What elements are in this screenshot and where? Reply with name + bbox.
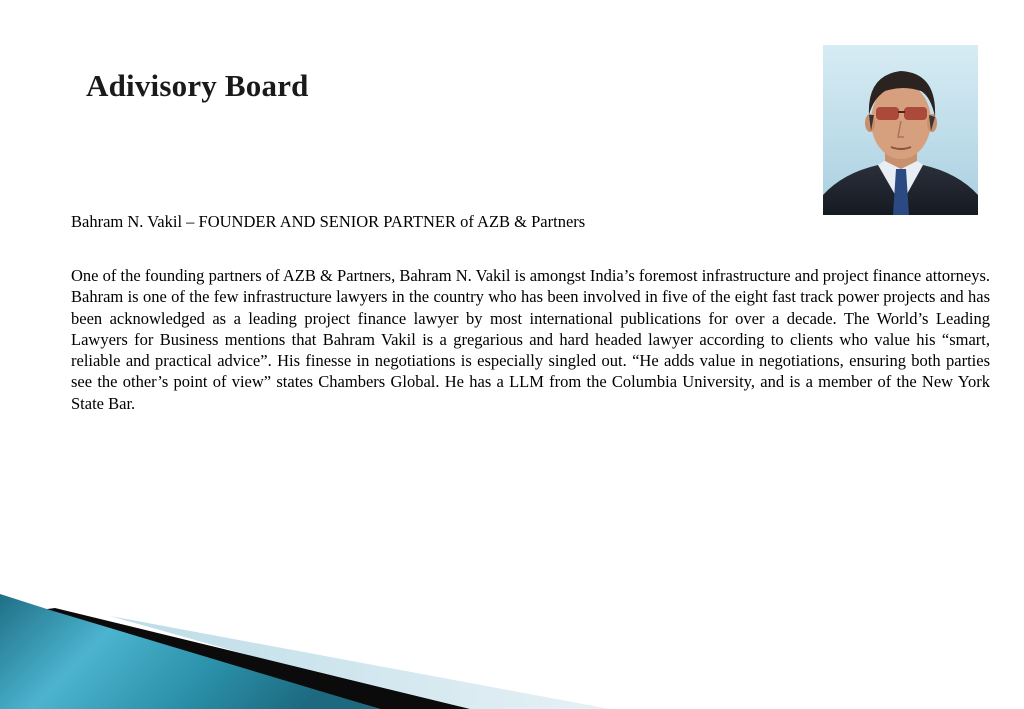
footer-decoration [0,594,1024,709]
portrait-photo [823,45,978,215]
slide-title: Adivisory Board [86,68,309,103]
bio-paragraph: One of the founding partners of AZB & Partners, Bahram N. Vakil is amongst India’s foremost infrastructure and project finance attorneys. Bahram is one of the few infrastructure lawyers in the country who has been involved in five of the eight fast track power projects and has been acknowledged as a leading project finance lawyer by most international publications for over a decade. The World’s Leading Lawyers for Business mentions that Bahram Vakil is a gregarious and hard headed lawyer according to clients who value his “smart, reliable and practical advice”. His finesse in negotiations is especially singled out. “He adds value in negotiations, ensuring both parties see the other’s point of view” states Chambers Global. He has a LLM from the Columbia University, and is a member of the New York State Bar. [71,266,990,413]
person-subtitle: Bahram N. Vakil – FOUNDER AND SENIOR PARTNER of AZB & Partners [71,212,586,231]
